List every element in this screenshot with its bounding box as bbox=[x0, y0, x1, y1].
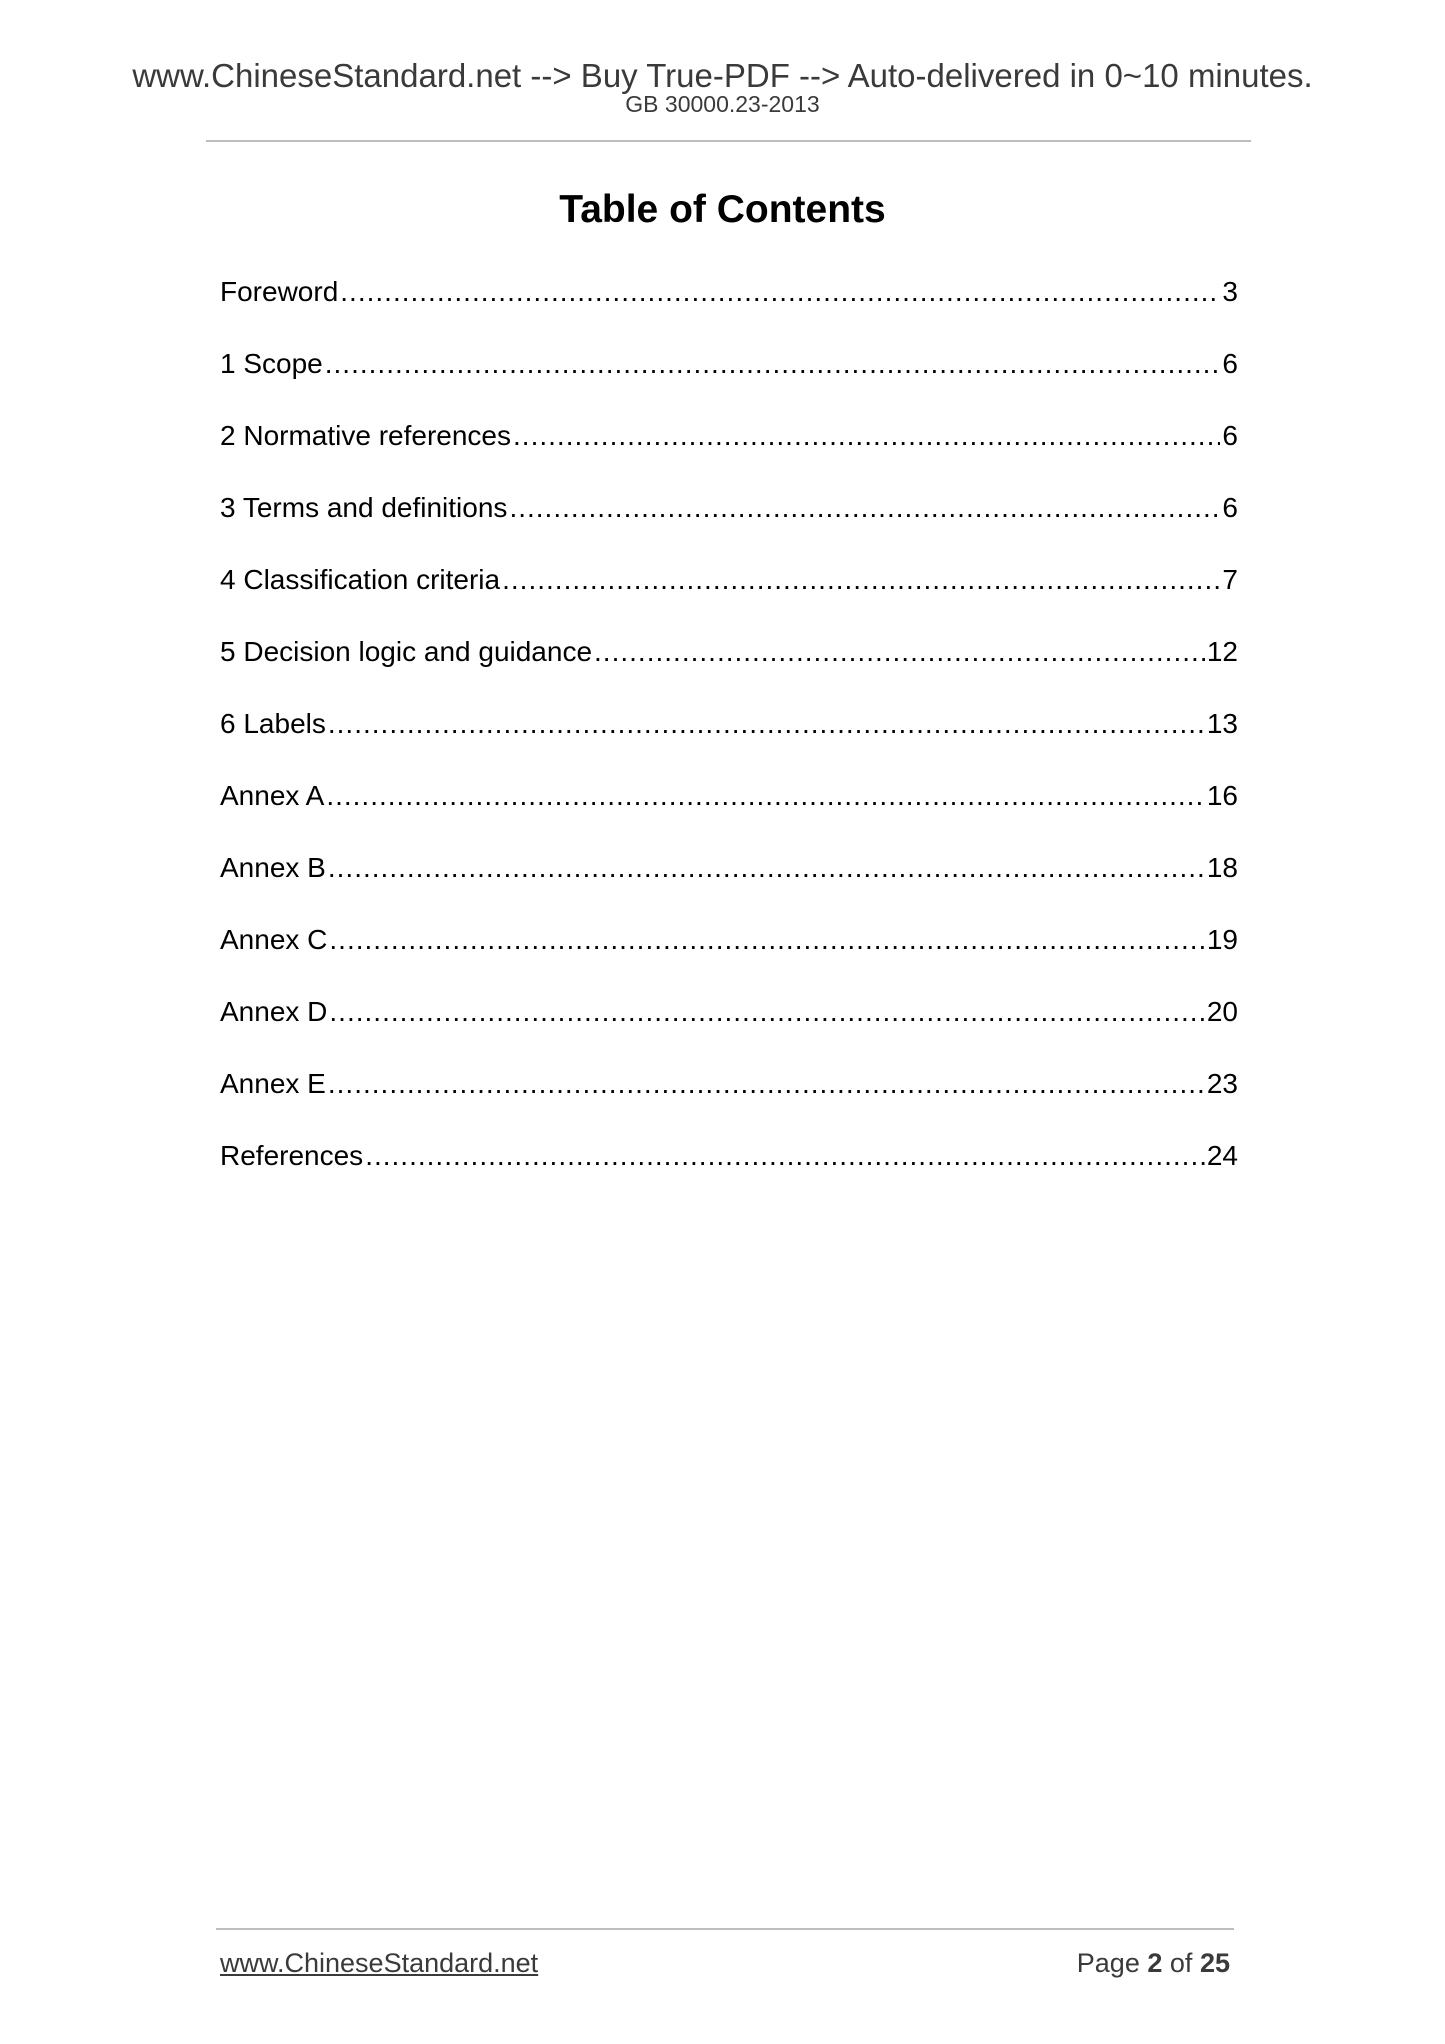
toc-entry-label: Foreword bbox=[220, 276, 339, 307]
toc-entry-annex-b[interactable] bbox=[220, 848, 1238, 920]
toc-entry-label: Annex E bbox=[220, 1068, 326, 1099]
toc-entry-page: 24 bbox=[1206, 1140, 1238, 1171]
toc-leader-dots bbox=[329, 920, 1204, 960]
toc-entry-label: 3 Terms and definitions bbox=[220, 492, 508, 523]
toc-entry-page: 19 bbox=[1206, 924, 1238, 955]
toc-entry-page: 23 bbox=[1206, 1068, 1238, 1099]
toc-entry-page: 3 bbox=[1222, 276, 1238, 307]
toc-entry-page: 6 bbox=[1222, 420, 1238, 451]
toc-leader-dots bbox=[326, 776, 1205, 816]
toc-entry-label: 1 Scope bbox=[220, 348, 323, 379]
toc-entry-normative-references[interactable] bbox=[220, 416, 1238, 488]
toc-entry-label: Annex A bbox=[220, 780, 325, 811]
toc-leader-dots bbox=[594, 632, 1205, 672]
toc-leader-dots bbox=[340, 272, 1220, 312]
toc-entry-label: Annex B bbox=[220, 852, 326, 883]
toc-entry-label: Annex D bbox=[220, 996, 328, 1027]
toc-entry-label: 6 Labels bbox=[220, 708, 326, 739]
toc-leader-dots bbox=[509, 488, 1220, 528]
toc-entry-scope[interactable] bbox=[220, 344, 1238, 416]
toc-entry-page: 16 bbox=[1206, 780, 1238, 811]
toc-entry-page: 13 bbox=[1206, 708, 1238, 739]
footer-page-indicator bbox=[1077, 1946, 1230, 1980]
document-code: GB 30000.23-2013 bbox=[625, 91, 820, 117]
toc-entry-label: References bbox=[220, 1140, 364, 1171]
footer-of-word: of bbox=[1169, 1948, 1193, 1978]
toc-entry-label: Annex C bbox=[220, 924, 328, 955]
toc-entry-references[interactable] bbox=[220, 1136, 1238, 1208]
toc-entry-page: 20 bbox=[1206, 996, 1238, 1027]
toc-leader-dots bbox=[328, 704, 1205, 744]
toc-leader-dots bbox=[328, 848, 1205, 888]
toc-leader-dots bbox=[365, 1136, 1205, 1176]
toc-entry-foreword[interactable] bbox=[220, 272, 1238, 344]
toc-leader-dots bbox=[325, 344, 1221, 384]
toc-leader-dots bbox=[513, 416, 1220, 456]
toc-entry-annex-a[interactable] bbox=[220, 776, 1238, 848]
toc-entry-page: 18 bbox=[1206, 852, 1238, 883]
toc-leader-dots bbox=[328, 1064, 1205, 1104]
toc-entry-page: 6 bbox=[1222, 492, 1238, 523]
toc-leader-dots bbox=[502, 560, 1220, 600]
toc-entry-terms-and-definitions[interactable] bbox=[220, 488, 1238, 560]
toc-entry-annex-c[interactable] bbox=[220, 920, 1238, 992]
toc-entry-page: 7 bbox=[1222, 564, 1238, 595]
footer-divider bbox=[216, 1928, 1234, 1930]
toc-entry-page: 12 bbox=[1206, 636, 1238, 667]
toc-entry-page: 6 bbox=[1222, 348, 1238, 379]
toc-entry-label: 4 Classification criteria bbox=[220, 564, 501, 595]
toc-list bbox=[220, 272, 1238, 1208]
header-divider bbox=[206, 140, 1251, 142]
footer-site-link[interactable]: www.ChineseStandard.net bbox=[220, 1948, 539, 1978]
toc-entry-label: 2 Normative references bbox=[220, 420, 512, 451]
toc-entry-decision-logic[interactable] bbox=[220, 632, 1238, 704]
toc-leader-dots bbox=[329, 992, 1204, 1032]
toc-entry-classification-criteria[interactable] bbox=[220, 560, 1238, 632]
footer-total-pages: 25 bbox=[1199, 1948, 1230, 1978]
footer-page-word: Page bbox=[1076, 1948, 1140, 1978]
toc-entry-annex-e[interactable] bbox=[220, 1064, 1238, 1136]
toc-entry-label: 5 Decision logic and guidance bbox=[220, 636, 593, 667]
footer-current-page: 2 bbox=[1147, 1948, 1163, 1978]
toc-entry-labels[interactable] bbox=[220, 704, 1238, 776]
toc-title: Table of Contents bbox=[559, 188, 886, 231]
header-banner: www.ChineseStandard.net --> Buy True-PDF --> Auto-delivered in 0~10 minutes. bbox=[132, 57, 1313, 94]
toc-entry-annex-d[interactable] bbox=[220, 992, 1238, 1064]
